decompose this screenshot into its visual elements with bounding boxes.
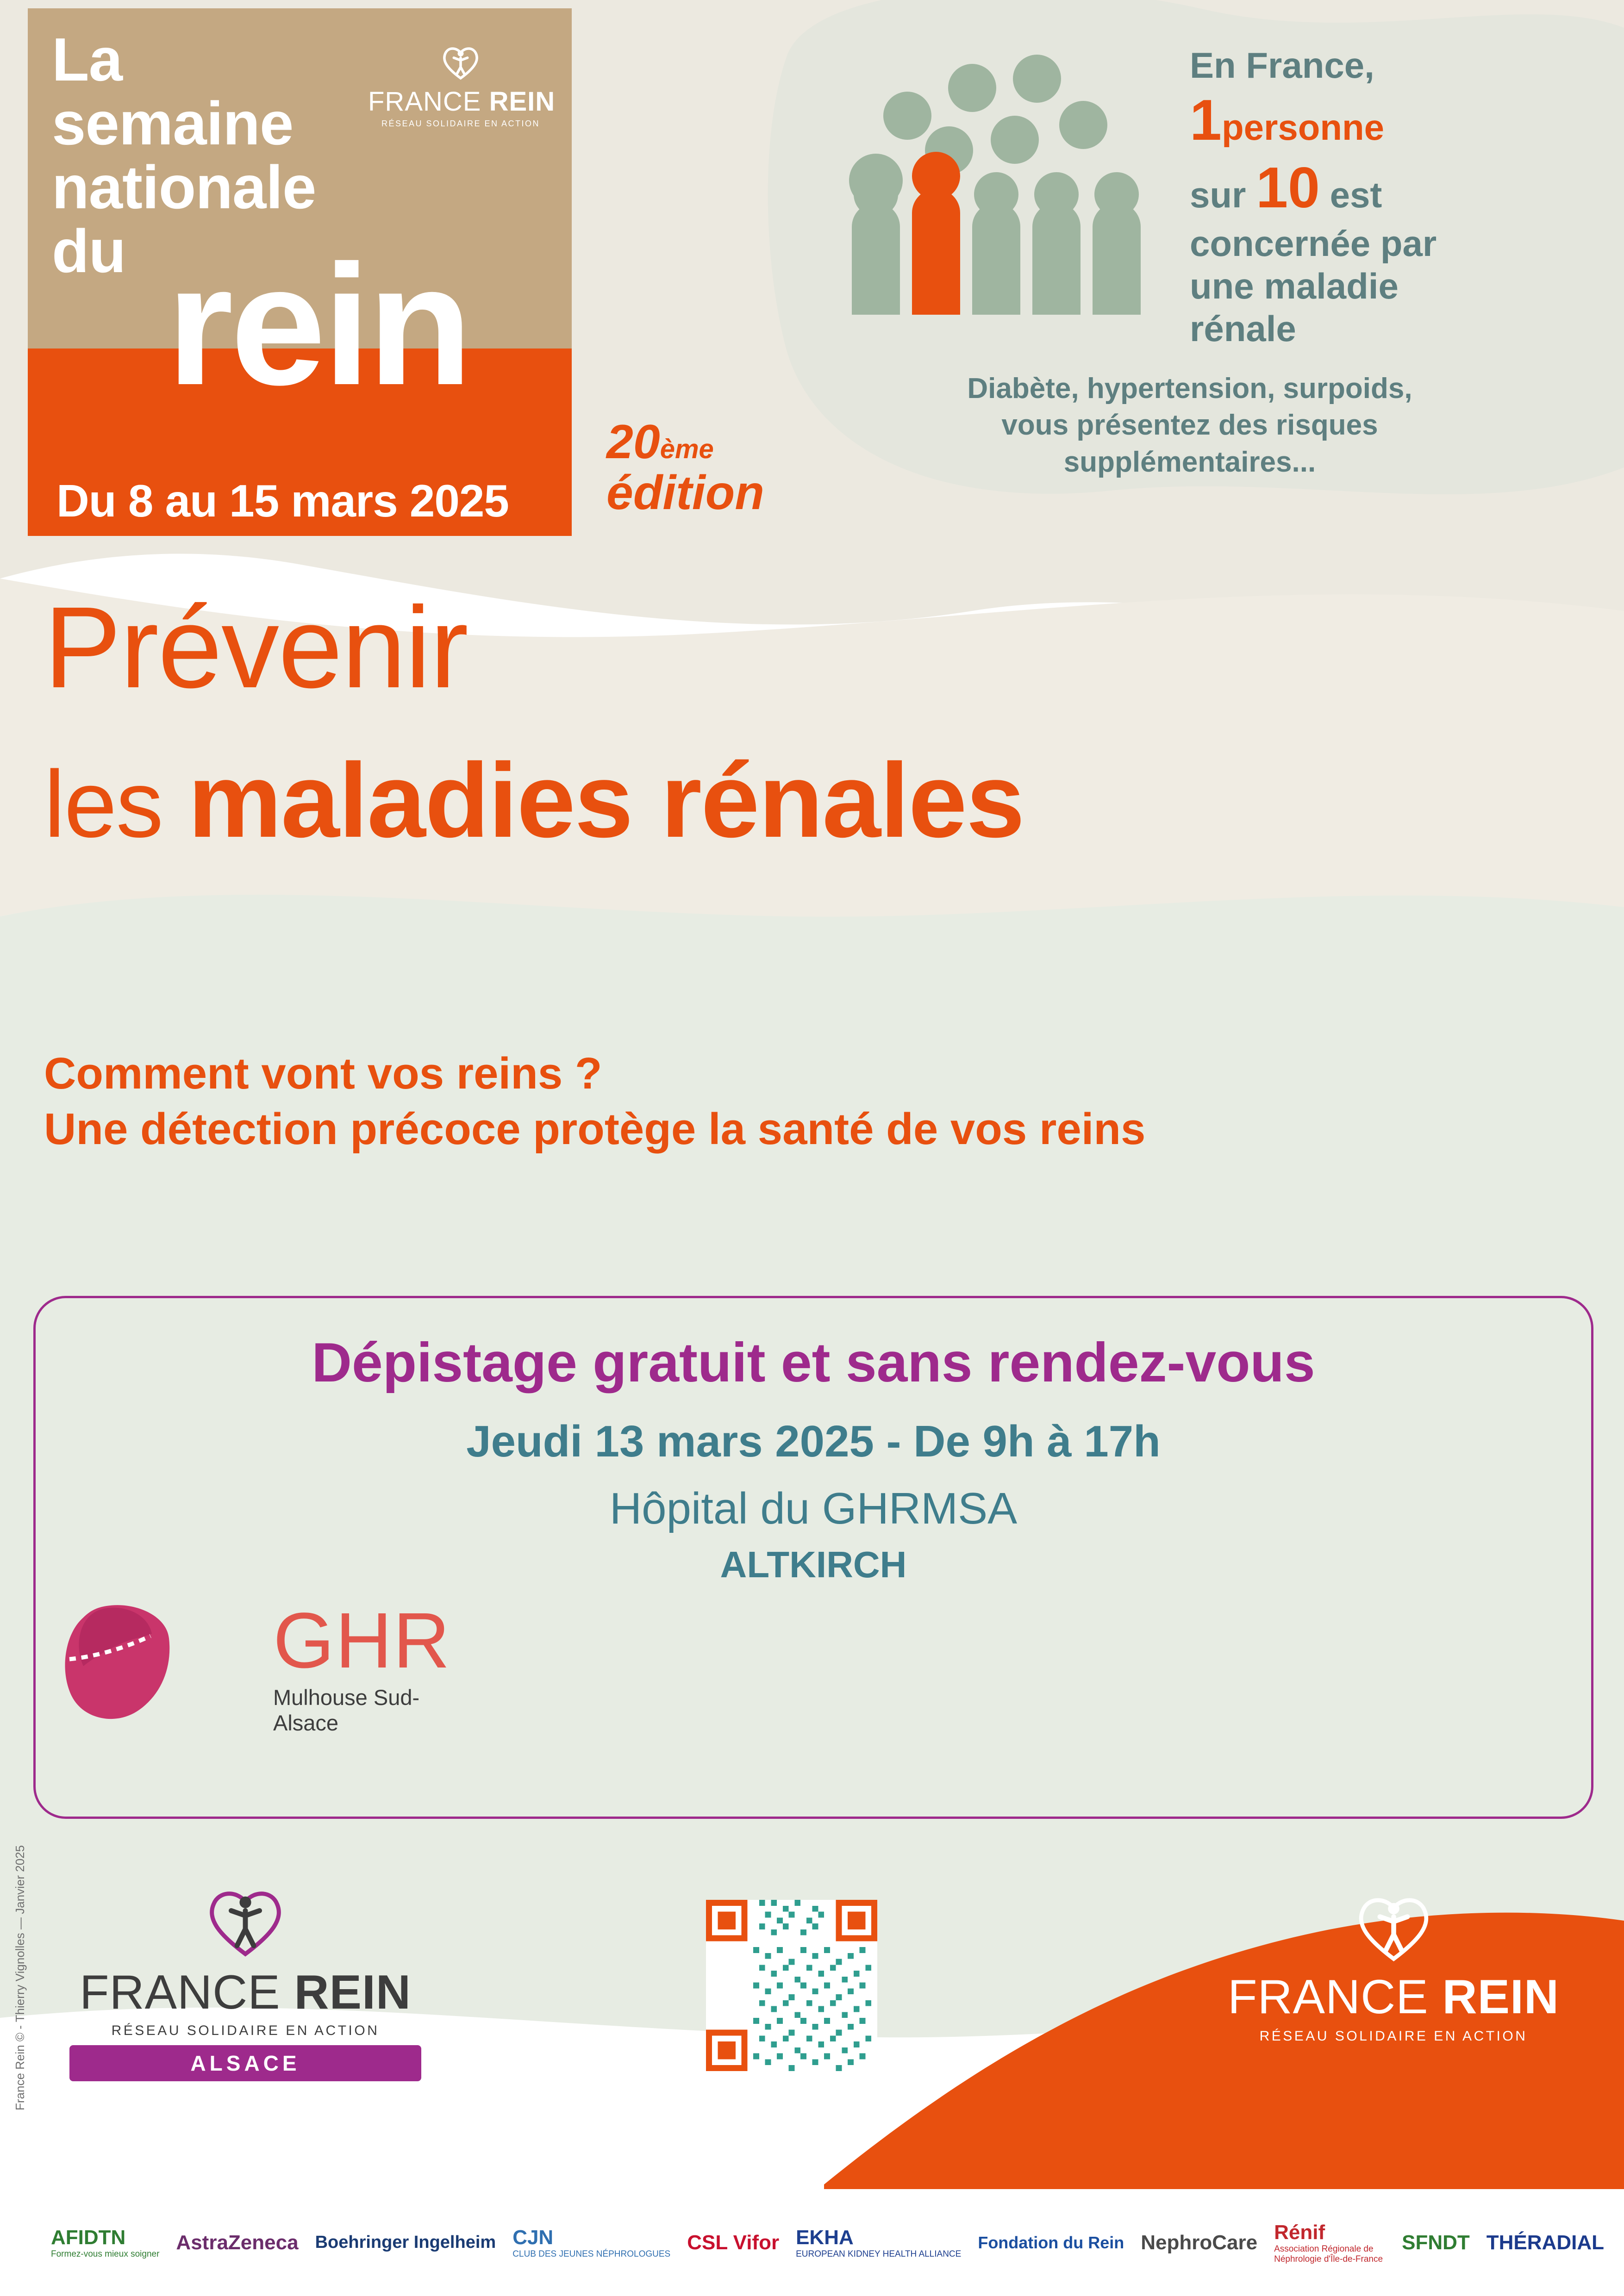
partner-subtitle: EUROPEAN KIDNEY HEALTH ALLIANCE [796,2249,962,2259]
ghr-name: GHR [273,1597,451,1685]
event-city: ALTKIRCH [720,1544,907,1585]
subhead-line-1: Comment vont vos reins ? [44,1049,602,1098]
france-rein-logo-icon [439,41,482,83]
france-rein-logo-footer [1208,1886,1579,2044]
qr-code-icon[interactable] [706,1900,877,2071]
partner-name: AFIDTN [51,2226,126,2249]
kidney-map-icon [51,1587,245,1745]
brand-name-light-alsace: FRANCE [80,1966,294,2019]
partner-logo [176,2208,298,2277]
stat-word-3: est [1330,174,1382,216]
stat-line-5: rénale [1190,308,1296,349]
campaign-line-4: du [52,217,126,285]
partner-name: SFNDT [1402,2231,1470,2254]
headline-line-1: Prévenir [44,583,468,712]
partner-name: AstraZeneca [176,2231,299,2254]
partner-name: NephroCare [1141,2231,1258,2254]
brand-name-bold-footer: REIN [1442,1970,1559,2024]
partner-name: THÉRADIAL [1486,2231,1604,2254]
france-rein-logo-icon-footer [1353,1886,1434,1967]
partner-logo [1487,2208,1604,2277]
event-date: Jeudi 13 mars 2025 - De 9h à 17h [466,1417,1161,1466]
stat-word-1: personne [1221,107,1385,148]
france-rein-name-top [368,86,556,117]
partner-subtitle: CLUB DES JEUNES NÉPHROLOGUES [512,2249,671,2259]
stat-number-1: 1 [1190,88,1222,153]
headline-line-2-bold: maladies rénales [188,742,1024,859]
stat-note [866,370,1514,480]
partner-subtitle: Formez-vous mieux soigner [51,2249,160,2259]
stat-note-line-1: Diabète, hypertension, surpoids, [967,373,1412,404]
france-rein-name-footer [1208,1970,1579,2025]
france-rein-alsace-logo [65,1879,426,2081]
france-rein-logo-top [368,41,556,129]
headline-line-2 [44,740,1024,861]
france-rein-tagline-alsace: RÉSEAU SOLIDAIRE EN ACTION [111,2023,380,2038]
partner-name: CSL Vifor [687,2231,780,2254]
brand-name-bold-alsace: REIN [294,1966,411,2019]
partner-logo [687,2208,779,2277]
partner-name: CJN [512,2226,554,2249]
brand-name-light: FRANCE [368,87,489,117]
ghr-subtitle: Mulhouse Sud-Alsace [273,1685,420,1735]
stat-word-2: sur [1190,174,1246,216]
partner-subtitle: Association Régionale de Néphrologie d'Île-de-France [1274,2244,1383,2264]
credit-text: France Rein © - Thierry Vignolles — Janvier 2025 [13,1845,27,2110]
edition-word: édition [606,466,764,520]
partner-name: Boehringer Ingelheim [315,2232,496,2252]
stat-number-2: 10 [1256,156,1320,220]
event-title: Dépistage gratuit et sans rendez-vous [312,1332,1315,1394]
ghr-logo [51,1587,451,1754]
partner-logo [512,2208,670,2277]
campaign-dates: Du 8 au 15 mars 2025 [56,475,509,526]
subhead-line-2: Une détection précoce protège la santé de vos reins [44,1104,1146,1154]
partner-logo [1402,2208,1470,2277]
partner-name: Fondation du Rein [978,2233,1124,2252]
campaign-word-rein: rein [167,230,470,421]
campaign-line-3: nationale [52,153,316,221]
campaign-line-1: La [52,25,123,93]
france-rein-name-alsace [65,1965,426,2020]
partner-logo [1141,2208,1257,2277]
stat-line-3: concernée par [1190,223,1437,264]
edition-badge [606,417,764,518]
partner-logo [1274,2208,1385,2277]
people-group-icon [833,42,1176,329]
partner-logo [978,2208,1124,2277]
region-badge-alsace: ALSACE [69,2045,421,2081]
france-rein-tagline-top: RÉSEAU SOLIDAIRE EN ACTION [381,119,540,128]
france-rein-tagline-footer: RÉSEAU SOLIDAIRE EN ACTION [1259,2028,1528,2044]
partner-logos-strip [0,2189,1624,2296]
brand-name-light-footer: FRANCE [1228,1970,1443,2024]
headline-line-2-thin: les [44,751,188,857]
partner-name: EKHA [796,2226,854,2249]
stat-prefix: En France, [1190,45,1374,86]
stat-text [1190,44,1606,350]
stat-note-line-2: vous présentez des risques [1001,409,1378,442]
stat-line-4: une maladie [1190,265,1399,306]
ghr-text [273,1597,451,1736]
stat-note-line-3: supplémentaires... [1063,446,1316,478]
campaign-title-block [28,8,572,536]
partner-name: Rénif [1274,2221,1325,2244]
partner-logo [315,2208,496,2277]
edition-number: 20 [606,415,660,469]
partner-logo [796,2208,961,2277]
brand-name-bold: REIN [489,87,556,117]
edition-suffix: ème [660,434,714,464]
france-rein-logo-icon-alsace [204,1879,287,1962]
campaign-line-2: semaine [52,89,294,157]
partner-logo [51,2208,159,2277]
event-place: Hôpital du GHRMSA [609,1484,1018,1533]
